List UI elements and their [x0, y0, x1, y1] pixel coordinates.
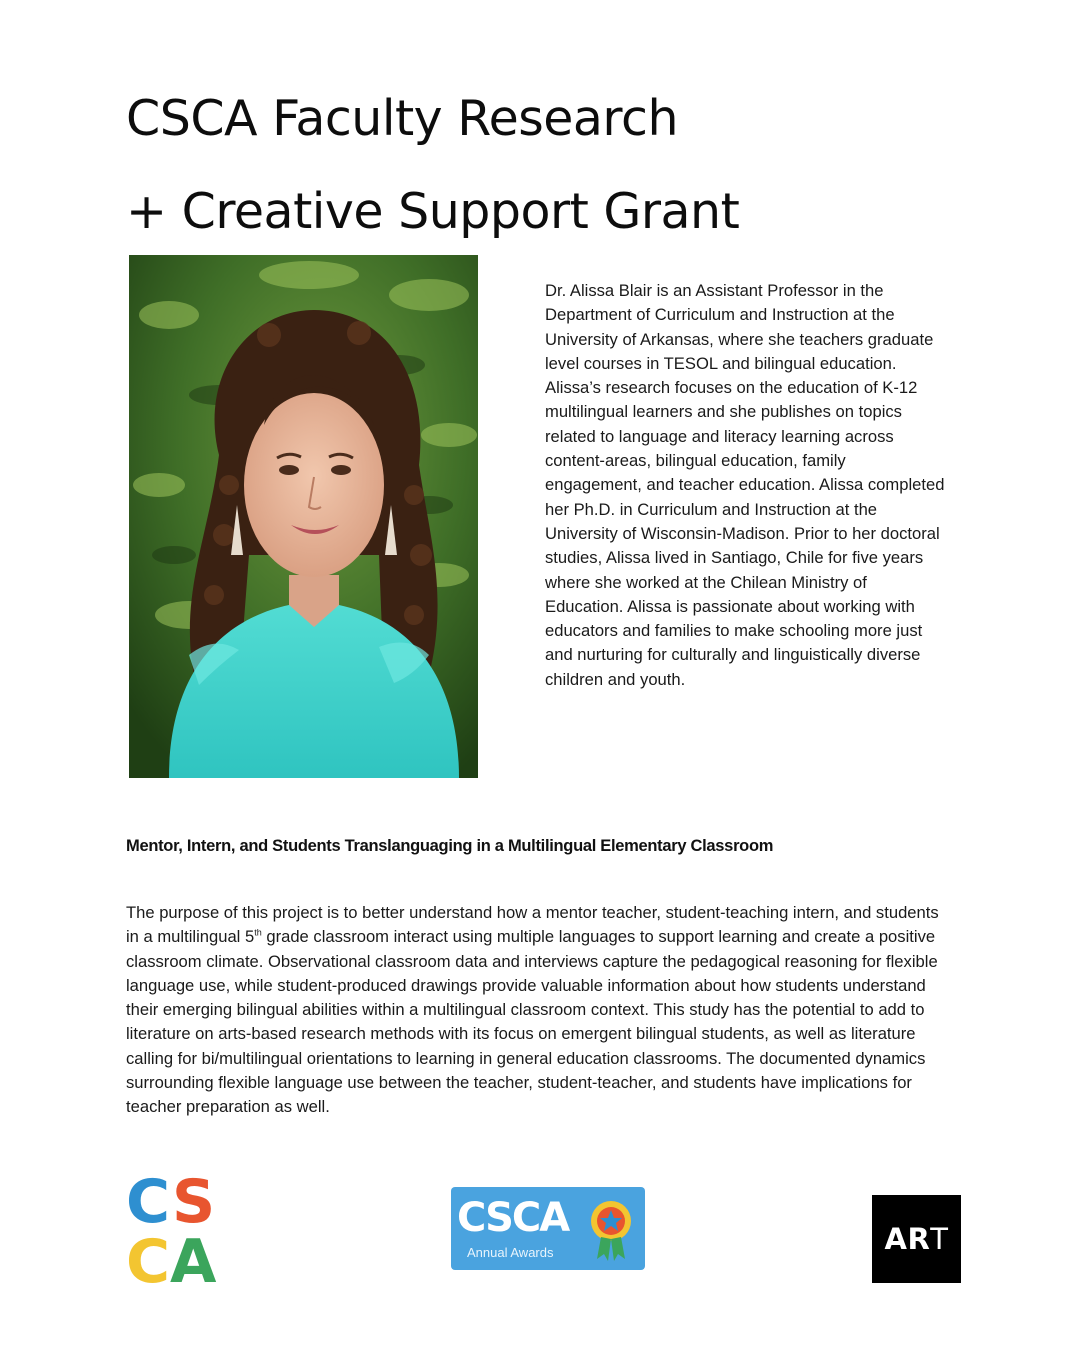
page-title: [126, 72, 739, 258]
awards-caption: Annual Awards: [467, 1245, 554, 1260]
title-line-2: + Creative Support Grant: [126, 183, 740, 240]
csca-logo-letter: C: [126, 1170, 171, 1237]
title-line-1: CSCA Faculty Research: [126, 90, 678, 147]
art-logo: [872, 1195, 961, 1283]
abstract-part-1: The purpose of this project is to better understand how a mentor teacher, student-teaching intern, and students in a multilingual 5: [126, 903, 939, 947]
awards-wordmark: CSCA: [457, 1195, 569, 1241]
art-logo-bold: AR: [884, 1222, 931, 1256]
portrait-photo: [129, 255, 478, 778]
csca-logo-letter: A: [170, 1227, 217, 1286]
art-logo-light: T: [930, 1222, 949, 1256]
bio-paragraph: Dr. Alissa Blair is an Assistant Professor in the Department of Curriculum and Instruction at the University of Arkansas, where she teachers graduate level courses in TESOL and bilingual education. Alissa’s research focuses on the education of K-12 multilingual learners and she publishes on topics related to language and literacy learning across content-areas, bilingual education, family engagement, and teacher education. Alissa completed her Ph.D. in Curriculum and Instruction at the University of Wisconsin-Madison. Prior to her doctoral studies, Alissa lived in Santiago, Chile for five years where she worked at the Chilean Ministry of Education. Alissa is passionate about working with educators and families to make schooling more just and nurturing for culturally and linguistically diverse children and youth.: [545, 281, 945, 689]
ordinal-superscript: th: [254, 927, 262, 938]
project-abstract: [126, 901, 956, 1120]
project-title: Mentor, Intern, and Students Translanguaging in a Multilingual Elementary Classroom: [126, 837, 774, 855]
abstract-part-2: grade classroom interact using multiple languages to support learning and create a positive classroom climate. Observational classroom data and interviews capture the pedagogical reasoning for flexible language use, while student-produced drawings provide valuable information about how students understand their emerging bilingual abilities within a multilingual classroom context. This study has the potential to add to literature on arts-based research methods with its focus on emergent bilingual students, as well as literature calling for bi/multilingual orientations to learning in general education classrooms. The documented dynamics surrounding flexible language use between the teacher, student-teacher, and students have implications for teacher preparation as well.: [126, 927, 938, 1117]
csca-logo-letter: S: [172, 1170, 216, 1237]
csca-logo-letter: C: [126, 1227, 171, 1286]
csca-logo: [126, 1170, 238, 1286]
csca-annual-awards-logo: [451, 1187, 645, 1270]
